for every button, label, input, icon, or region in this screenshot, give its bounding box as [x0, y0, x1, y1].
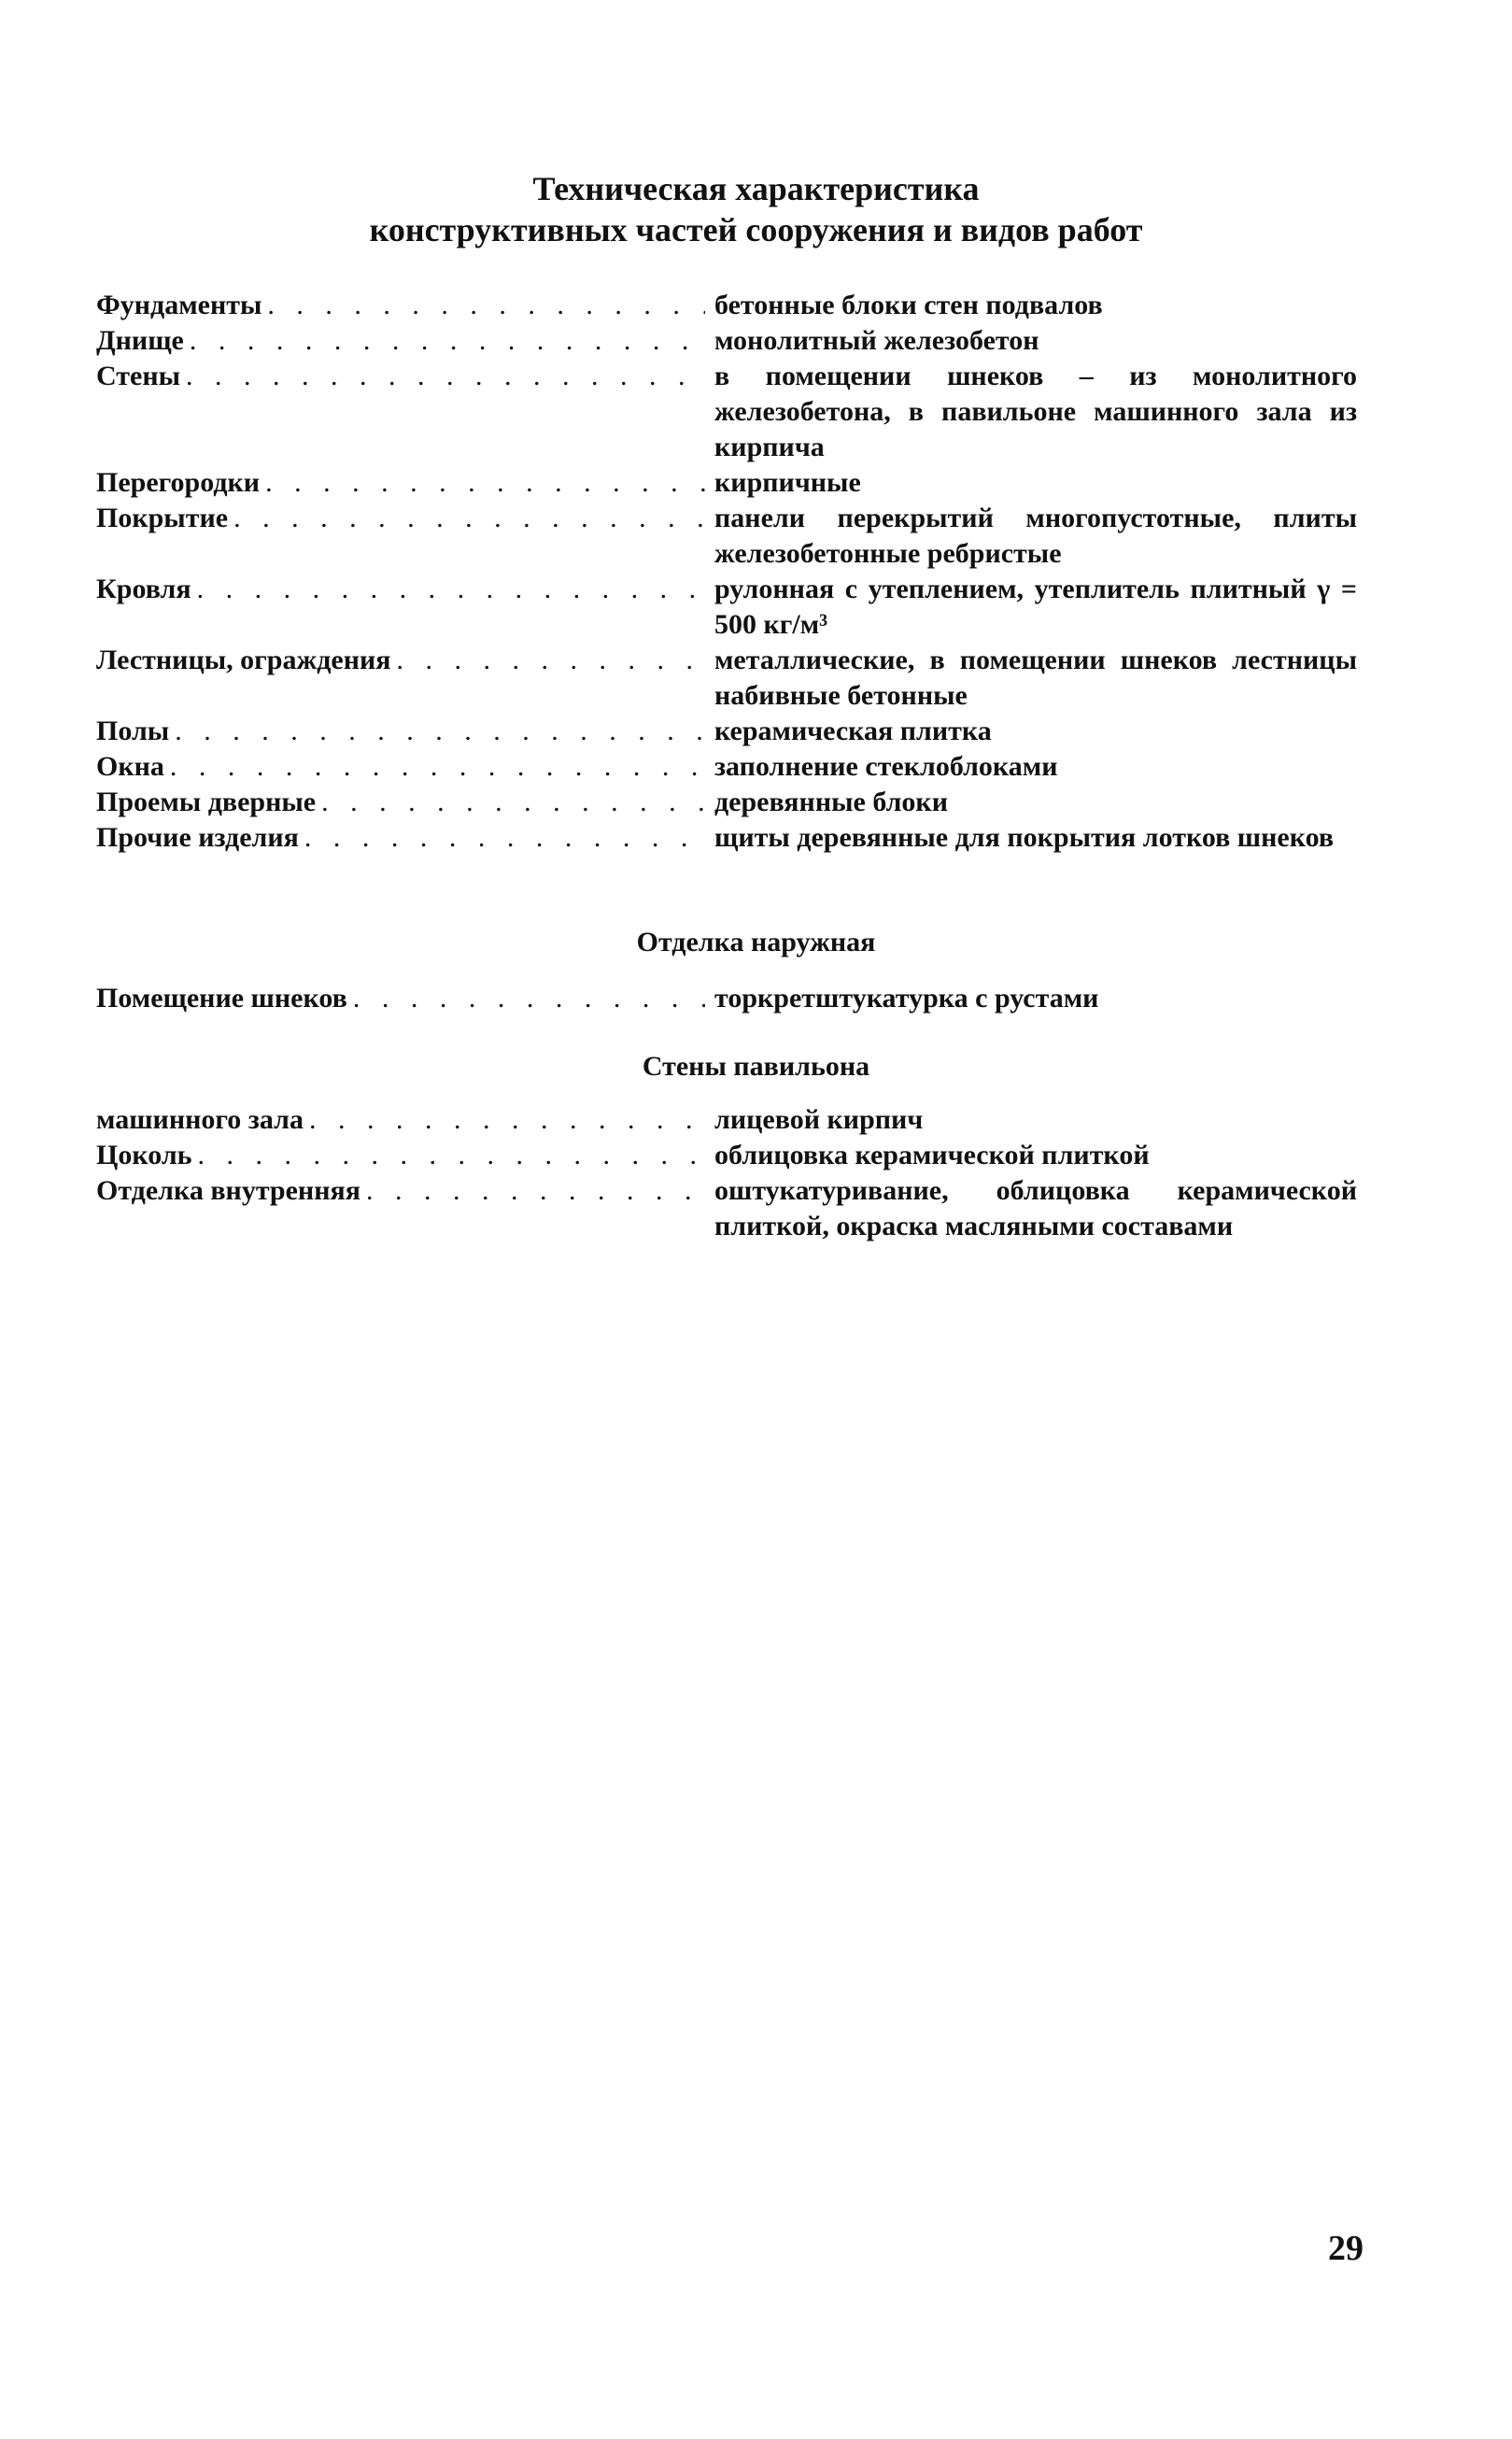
spec-row: [96, 572, 1357, 643]
page-number: 29: [1328, 2229, 1364, 2268]
spec-desc: керамическая плитка: [714, 716, 992, 746]
spec-row: [96, 1138, 1357, 1173]
spec-desc: заполнение стеклоблоками: [714, 751, 1058, 782]
leader-dots: [304, 1102, 705, 1138]
spec-desc: в помещении шнеков – из монолитного железобетона, в павильоне машинного зала из кирпича: [714, 361, 1357, 462]
title-line-2: конструктивных частей сооружения и видов работ: [369, 211, 1143, 248]
title-line-1: Техническая характеристика: [532, 170, 980, 207]
spec-row: [96, 501, 1357, 572]
spec-term: Днище: [96, 325, 184, 356]
leader-dots: [192, 1138, 705, 1173]
spec-desc: лицевой кирпич: [714, 1104, 924, 1135]
spec-row: [96, 323, 1357, 359]
spec-row: [96, 714, 1357, 749]
leader-dots: [347, 981, 705, 1016]
spec-term: Перегородки: [96, 467, 261, 498]
spec-row: [96, 1173, 1357, 1244]
section-heading-walls: Стены павильона: [642, 1051, 870, 1082]
spec-row: [96, 465, 1357, 501]
spec-term: Полы: [96, 716, 170, 746]
leader-dots: [360, 1173, 705, 1209]
leader-dots: [261, 288, 705, 323]
spec-desc: торкретштукатурка с рустами: [714, 983, 1099, 1014]
spec-term: машинного зала: [96, 1104, 304, 1135]
leader-dots: [164, 749, 705, 785]
leader-dots: [299, 820, 705, 856]
spec-term: Проемы дверные: [96, 787, 317, 817]
spec-term: Кровля: [96, 574, 191, 604]
spec-row: [96, 749, 1357, 785]
spec-list-walls: [96, 1102, 1357, 1244]
spec-term: Стены: [96, 361, 181, 391]
spec-row: [96, 288, 1357, 323]
spec-term: Фундаменты: [96, 290, 262, 320]
leader-dots: [169, 714, 705, 749]
spec-term: Окна: [96, 751, 164, 782]
leader-dots: [180, 359, 705, 394]
spec-row: [96, 359, 1357, 465]
section-heading-exterior: Отделка наружная: [636, 927, 876, 957]
spec-desc: бетонные блоки стен подвалов: [714, 290, 1103, 320]
leader-dots: [228, 501, 705, 536]
spec-row: [96, 643, 1357, 714]
leader-dots: [184, 323, 705, 359]
spec-term: Цоколь: [96, 1140, 192, 1170]
spec-desc: кирпичные: [714, 467, 861, 498]
spec-term: Помещение шнеков: [96, 983, 347, 1014]
leader-dots: [316, 785, 705, 820]
spec-list-main: [96, 288, 1357, 856]
spec-list-exterior: [96, 981, 1357, 1016]
spec-desc: облицовка керамической плиткой: [714, 1140, 1150, 1170]
spec-desc: монолитный железобетон: [714, 325, 1039, 356]
spec-desc: щиты деревянные для покрытия лотков шнеков: [714, 822, 1335, 853]
leader-dots: [391, 643, 705, 678]
spec-desc: деревянные блоки: [714, 787, 948, 817]
spec-desc: панели перекрытий многопустотные, плиты железобетонные ребристые: [714, 503, 1357, 569]
document-title: [0, 168, 1512, 250]
spec-row: [96, 785, 1357, 820]
spec-term: Покрытие: [96, 503, 229, 533]
spec-desc: металлические, в помещении шнеков лестницы набивные бетонные: [714, 645, 1357, 711]
leader-dots: [191, 572, 705, 607]
spec-row: [96, 1102, 1357, 1138]
spec-term: Лестницы, ограждения: [96, 645, 391, 675]
leader-dots: [260, 465, 705, 501]
spec-row: [96, 981, 1357, 1016]
spec-desc: рулонная с утеплением, утеплитель плитный γ = 500 кг/м³: [714, 574, 1357, 640]
spec-row: [96, 820, 1357, 856]
spec-desc: оштукатуривание, облицовка керамической плиткой, окраска масляными составами: [714, 1175, 1357, 1241]
spec-term: Прочие изделия: [96, 822, 299, 853]
spec-term: Отделка внутренняя: [96, 1175, 360, 1206]
